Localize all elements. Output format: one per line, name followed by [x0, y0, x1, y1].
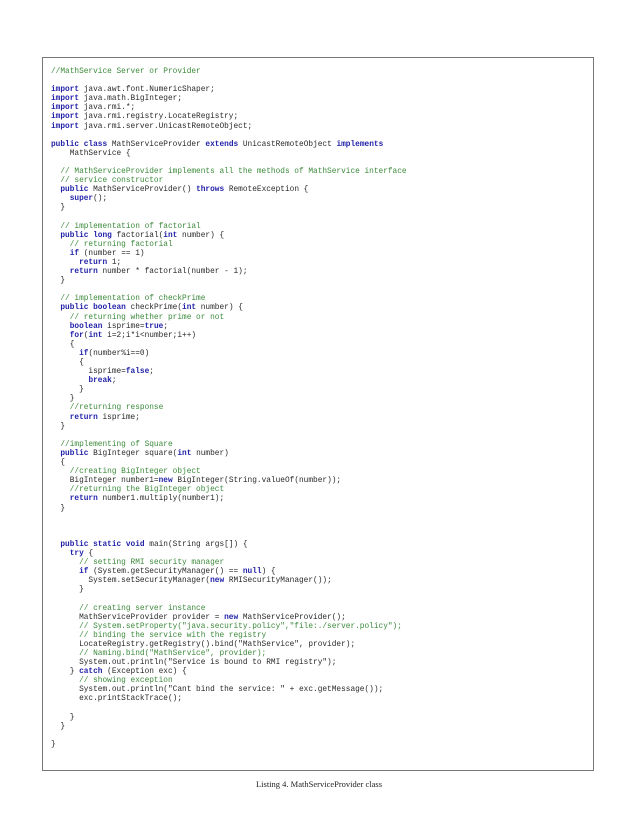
code-keyword: public class: [51, 140, 108, 149]
code-line: [51, 641, 589, 650]
code-text: }: [51, 386, 84, 395]
code-text: System.out.println("Service is bound to RMI registry");: [51, 659, 337, 668]
code-text: }: [51, 668, 80, 677]
code-comment: //MathService Server or Provider: [51, 68, 201, 76]
code-text: {: [51, 459, 66, 468]
code-line: [51, 386, 589, 395]
code-line: [51, 495, 589, 504]
code-comment: //creating BigInteger object: [51, 468, 201, 477]
code-text: [51, 550, 70, 558]
code-text: BigInteger(String.valueOf(number));: [172, 477, 342, 486]
code-text: java.rmi.registry.LocateRegistry;: [79, 113, 239, 122]
code-text: number) {: [196, 304, 243, 313]
code-comment: // showing exception: [51, 677, 173, 686]
code-text: }: [51, 395, 75, 404]
code-line: [51, 686, 589, 695]
code-line: [51, 214, 589, 223]
code-text: LocateRegistry.getRegistry().bind("MathService", provider);: [51, 640, 356, 649]
code-comment: // creating server instance: [51, 604, 206, 613]
code-line: [51, 586, 589, 595]
code-text: (number%i==0): [88, 349, 150, 358]
code-line: [51, 104, 589, 113]
code-line: [51, 568, 589, 577]
code-text: checkPrime(: [125, 304, 183, 313]
code-text: }: [51, 740, 56, 749]
code-line: [51, 404, 589, 413]
code-line: [51, 232, 589, 241]
code-text: RemoteException {: [224, 186, 309, 195]
code-line: [51, 132, 589, 141]
code-text: [51, 495, 70, 503]
code-line: [51, 741, 589, 750]
code-keyword: if: [79, 349, 89, 358]
code-keyword: for: [69, 331, 84, 340]
code-keyword: true: [144, 322, 164, 331]
code-text: {: [51, 359, 84, 367]
code-comment: // returning whether prime or not: [51, 313, 225, 322]
code-line: [51, 441, 589, 450]
code-line: [51, 723, 589, 732]
code-text: System.out.println("Cant bind the service: " + exc.getMessage());: [51, 686, 384, 695]
code-comment: // System.setProperty("java.security.policy","file:./server.policy");: [51, 622, 402, 631]
code-text: (number == 1): [79, 249, 145, 258]
code-keyword: import: [51, 104, 80, 113]
code-keyword: boolean: [69, 322, 103, 331]
code-keyword: public long: [60, 231, 112, 240]
code-comment: // Naming.bind("MathService", provider);: [51, 650, 267, 658]
code-text: MathServiceProvider();: [238, 613, 346, 622]
code-line: [51, 250, 589, 259]
code-line: [51, 68, 589, 77]
code-text: MathServiceProvider: [107, 140, 206, 149]
code-line: [51, 550, 589, 559]
code-text: UnicastRemoteObject: [238, 140, 337, 149]
code-comment: // service constructor: [51, 177, 164, 186]
code-line: [51, 623, 589, 632]
code-text: (Exception exc) {: [102, 668, 187, 677]
code-text: [51, 304, 60, 312]
code-text: main(String args[]) {: [144, 540, 248, 549]
code-text: 1;: [107, 258, 122, 267]
code-line: [51, 295, 589, 304]
code-keyword: public: [60, 186, 89, 195]
code-line: [51, 477, 589, 486]
code-comment: //implementing of Square: [51, 440, 173, 449]
code-comment: // implementation of factorial: [51, 222, 201, 231]
code-line: [51, 341, 589, 350]
code-line: [51, 77, 589, 86]
code-text: java.awt.font.NumericShaper;: [79, 86, 215, 95]
code-text: factorial(: [111, 231, 164, 240]
code-line: [51, 423, 589, 432]
code-line: [51, 514, 589, 523]
code-text: {: [51, 340, 75, 349]
code-keyword: implements: [336, 140, 384, 149]
code-keyword: new: [158, 477, 173, 486]
code-line: [51, 695, 589, 704]
code-text: }: [51, 722, 66, 731]
code-text: MathServiceProvider provider =: [51, 613, 225, 622]
code-line: [51, 159, 589, 168]
code-line: [51, 459, 589, 468]
code-text: BigInteger number1=: [51, 477, 159, 486]
code-keyword: return: [69, 268, 98, 277]
code-line: [51, 486, 589, 495]
code-text: [51, 332, 70, 340]
code-keyword: new: [224, 613, 239, 622]
code-keyword: super: [69, 195, 94, 204]
code-text: }: [51, 204, 66, 213]
code-text: isprime=: [51, 368, 126, 377]
code-line: [51, 223, 589, 232]
code-text: number): [191, 449, 229, 458]
code-text: number * factorial(number - 1);: [97, 268, 248, 277]
code-line: [51, 95, 589, 104]
code-text: ;: [149, 368, 154, 377]
code-text: number) {: [177, 231, 225, 240]
code-line: [51, 113, 589, 122]
code-line: [51, 350, 589, 359]
code-text: }: [51, 586, 84, 595]
code-line: [51, 668, 589, 677]
code-line: [51, 559, 589, 568]
code-line: [51, 150, 589, 159]
code-keyword: new: [210, 577, 225, 586]
code-text: MathService {: [51, 149, 131, 158]
code-text: exc.printStackTrace();: [51, 695, 183, 704]
code-line: [51, 650, 589, 659]
code-text: }: [51, 277, 66, 286]
code-text: [51, 450, 60, 458]
code-line: [51, 259, 589, 268]
code-keyword: return: [69, 413, 98, 422]
code-line: [51, 177, 589, 186]
code-text: java.rmi.server.UnicastRemoteObject;: [79, 122, 253, 131]
code-keyword: import: [51, 113, 80, 122]
code-line: [51, 541, 589, 550]
code-text: number1.multiply(number1);: [97, 495, 225, 504]
code-keyword: return: [79, 258, 108, 267]
code-keyword: public: [60, 449, 89, 458]
code-keyword: if: [79, 568, 89, 577]
code-text: }: [51, 713, 75, 722]
code-line: [51, 204, 589, 213]
code-keyword: try: [69, 549, 84, 558]
code-keyword: false: [125, 368, 150, 377]
code-keyword: import: [51, 122, 80, 131]
code-text: (System.getSecurityManager() ==: [88, 568, 243, 577]
code-line: [51, 241, 589, 250]
code-keyword: extends: [205, 140, 239, 149]
code-line: [51, 714, 589, 723]
code-comment: //returning the BigInteger object: [51, 486, 225, 495]
code-comment: //returning response: [51, 404, 164, 413]
code-text: BigInteger square(: [88, 449, 178, 458]
code-text: ;: [163, 322, 169, 331]
code-comment: // implementation of checkPrime: [51, 295, 206, 304]
code-keyword: int: [182, 304, 197, 313]
code-text: [51, 377, 88, 385]
code-text: (: [83, 331, 89, 340]
code-line: [51, 614, 589, 623]
code-keyword: null: [242, 568, 262, 577]
code-line: [51, 195, 589, 204]
code-line: [51, 677, 589, 686]
code-line: [51, 286, 589, 295]
code-text: }: [51, 504, 66, 513]
code-text: ();: [93, 195, 108, 204]
code-line: [51, 732, 589, 741]
code-line: [51, 523, 589, 532]
code-text: [51, 323, 70, 331]
code-keyword: break: [88, 377, 112, 386]
code-line: [51, 141, 589, 150]
code-text: System.setSecurityManager(: [51, 577, 211, 586]
code-keyword: if: [69, 249, 80, 258]
code-text: RMISecurityManager());: [224, 577, 332, 586]
code-line: [51, 632, 589, 641]
code-line: [51, 277, 589, 286]
code-line: [51, 268, 589, 277]
code-comment: // MathServiceProvider implements all the methods of MathService interface: [51, 168, 407, 177]
code-comment: // returning factorial: [51, 240, 173, 249]
code-line: [51, 577, 589, 586]
code-keyword: public boolean: [60, 304, 126, 313]
code-line: [51, 368, 589, 377]
code-text: }: [51, 422, 66, 431]
code-keyword: import: [51, 86, 80, 95]
code-comment: // setting RMI security manager: [51, 559, 225, 568]
code-line: [51, 123, 589, 132]
code-comment: // binding the service with the registry: [51, 631, 267, 640]
listing-caption: Listing 4. MathServiceProvider class: [255, 779, 383, 789]
code-line: [51, 432, 589, 441]
code-keyword: import: [51, 95, 80, 104]
code-text: [51, 259, 79, 267]
code-line: [51, 705, 589, 714]
code-listing: [51, 68, 589, 750]
code-line: [51, 304, 589, 313]
code-line: [51, 659, 589, 668]
code-line: [51, 468, 589, 477]
code-text: [51, 414, 70, 422]
code-keyword: return: [69, 495, 98, 504]
code-line: [51, 186, 589, 195]
code-line: [51, 332, 589, 341]
code-text: isprime=: [102, 322, 145, 331]
code-line: [51, 377, 589, 386]
code-text: java.rmi.*;: [79, 104, 136, 113]
code-keyword: throws: [196, 186, 225, 195]
code-text: ) {: [261, 568, 276, 577]
code-text: [51, 250, 70, 258]
code-keyword: int: [177, 449, 192, 458]
code-text: [51, 268, 70, 276]
code-line: [51, 505, 589, 514]
code-listing-frame: [42, 57, 594, 771]
code-text: {: [83, 549, 94, 558]
code-line: [51, 595, 589, 604]
code-text: java.math.BigInteger;: [79, 95, 183, 104]
code-text: MathServiceProvider(): [88, 186, 197, 195]
code-line: [51, 450, 589, 459]
code-line: [51, 395, 589, 404]
code-text: [51, 195, 70, 203]
code-text: i=2;i*i<number;i++): [102, 331, 197, 340]
code-text: [51, 541, 60, 549]
code-text: isprime;: [97, 413, 140, 422]
code-text: [51, 350, 79, 358]
code-text: [51, 186, 60, 194]
code-keyword: int: [88, 331, 103, 340]
code-line: [51, 314, 589, 323]
code-text: [51, 568, 79, 576]
code-keyword: public static void: [60, 540, 145, 549]
code-line: [51, 359, 589, 368]
code-line: [51, 605, 589, 614]
code-keyword: catch: [79, 668, 103, 677]
code-keyword: int: [163, 231, 178, 240]
code-line: [51, 86, 589, 95]
code-line: [51, 323, 589, 332]
code-text: [51, 232, 60, 240]
code-line: [51, 414, 589, 423]
code-text: ;: [111, 377, 117, 386]
code-line: [51, 532, 589, 541]
code-line: [51, 168, 589, 177]
